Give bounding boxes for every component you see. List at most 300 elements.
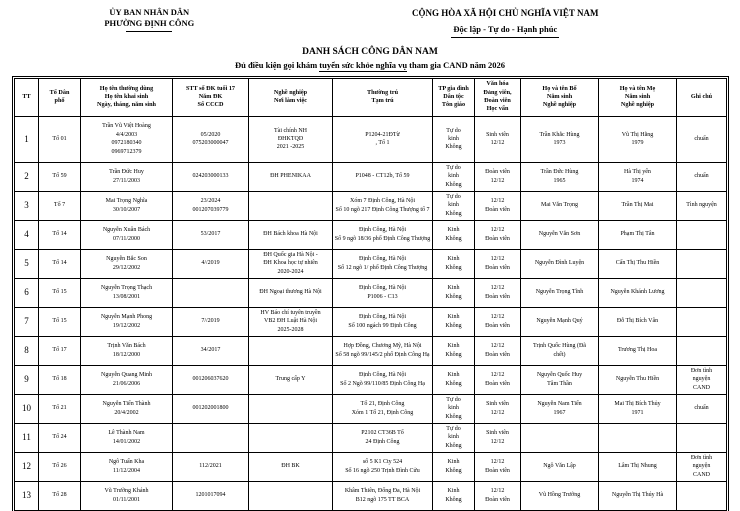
- cell-line: chết): [553, 351, 566, 358]
- cell-job: [249, 481, 333, 510]
- cell-line: 53/2017: [200, 231, 221, 238]
- cell-line: Không: [445, 496, 462, 503]
- cell-line: HV Báo chí tuyên truyền: [260, 310, 321, 317]
- cell-line: 112/2021: [199, 463, 222, 470]
- cell-line: 12/12: [490, 285, 505, 292]
- cell-addr: [333, 423, 433, 452]
- cell-tp: [433, 162, 475, 191]
- header-line: Nghề nghiệp: [620, 101, 655, 109]
- cell-vh: [475, 191, 521, 220]
- header-line: Năm sinh: [624, 92, 651, 100]
- cell-vh: [475, 307, 521, 336]
- cell-name: [81, 220, 173, 249]
- cell-line: Số 58 ngõ 99/145/2 phố Định Công Hạ: [335, 351, 430, 358]
- cell-line: Nguyễn Bắc Son: [106, 256, 147, 263]
- cell-line: 20/4/2002: [114, 409, 139, 416]
- cell-line: Tổ 15: [52, 289, 67, 296]
- header-line: TP gia đình: [438, 84, 469, 92]
- cell-line: Tổ 21, Định Công: [360, 401, 405, 408]
- header-line: Họ tên thường dùng: [99, 84, 154, 92]
- cell-stt: [173, 481, 249, 510]
- cell-tt: [15, 116, 39, 162]
- cell-line: Trần Đức Huy: [109, 169, 144, 176]
- citizen-list-table: [14, 78, 727, 511]
- cell-line: Đoàn viên: [485, 380, 510, 387]
- cell-line: Tổ 17: [52, 347, 67, 354]
- cell-stt: [173, 307, 249, 336]
- cell-me: [599, 278, 677, 307]
- cell-bo: [521, 481, 599, 510]
- cell-stt: [173, 423, 249, 452]
- cell-line: Định Công, Hà Nội: [359, 227, 406, 234]
- cell-to: [39, 191, 81, 220]
- cell-line: 1974: [631, 177, 644, 184]
- cell-line: Nguyễn Thị Thúy Hà: [611, 492, 664, 499]
- cell-line: chuẩn: [694, 135, 709, 142]
- cell-vh: [475, 336, 521, 365]
- cell-line: Nguyễn Nam Tiến: [537, 401, 582, 408]
- cell-line: CAND: [692, 471, 710, 478]
- cell-line: 10: [22, 403, 31, 414]
- cell-line: Nguyễn Thu Hiền: [615, 376, 660, 383]
- cell-note: [677, 162, 727, 191]
- header-line: Nghề nghiệp: [542, 101, 577, 109]
- cell-note: [677, 365, 727, 394]
- cell-vh: [475, 249, 521, 278]
- cell-line: Ngô Văn Lập: [543, 463, 576, 470]
- cell-stt: [173, 162, 249, 191]
- cell-me: [599, 116, 677, 162]
- header-line: phố: [54, 97, 65, 105]
- table-row: [15, 336, 727, 365]
- cell-name: [81, 162, 173, 191]
- table-row: [15, 394, 727, 423]
- cell-addr: [333, 336, 433, 365]
- cell-job: [249, 278, 333, 307]
- cell-line: Lâm Thị Nhung: [618, 463, 657, 470]
- column-header-tt: [15, 78, 39, 116]
- cell-line: Kinh: [447, 488, 460, 495]
- header-line: Tổ Dân: [49, 88, 70, 96]
- cell-tp: [433, 423, 475, 452]
- cell-tt: [15, 220, 39, 249]
- cell-line: Không: [445, 181, 462, 188]
- cell-addr: [333, 394, 433, 423]
- cell-line: Số 16 ngõ 250 Trịnh Đình Cửu: [345, 467, 420, 474]
- cell-line: 6: [24, 287, 29, 298]
- cell-line: 29/12/2002: [112, 264, 141, 271]
- cell-line: 5: [24, 258, 29, 269]
- cell-line: 12/12: [490, 372, 505, 379]
- cell-tp: [433, 481, 475, 510]
- cell-line: Đoàn viên: [485, 496, 510, 503]
- cell-tp: [433, 220, 475, 249]
- table-row: [15, 162, 727, 191]
- cell-line: 14/01/2002: [112, 438, 141, 445]
- cell-line: 0972180340: [111, 140, 142, 147]
- cell-line: P1204-21ĐTừ: [365, 131, 400, 138]
- cell-stt: [173, 191, 249, 220]
- cell-line: Nguyễn Mạnh Phong: [100, 314, 153, 321]
- table-row: [15, 307, 727, 336]
- cell-line: P1048 - CT12b, Tổ 59: [355, 173, 410, 180]
- cell-to: [39, 394, 81, 423]
- cell-tt: [15, 394, 39, 423]
- cell-line: P2102 CT36B Tổ: [361, 430, 404, 437]
- cell-line: P1006 - C13: [367, 293, 398, 300]
- cell-line: Tổ 21: [52, 405, 67, 412]
- cell-line: VB2 ĐH Luật Hà Nội: [264, 318, 317, 325]
- cell-line: Khâm Thiên, Đống Đa, Hà Nội: [344, 488, 421, 495]
- cell-tp: [433, 249, 475, 278]
- cell-line: 05/2020: [200, 131, 221, 138]
- cell-line: 1965: [553, 177, 566, 184]
- cell-me: [599, 162, 677, 191]
- cell-note: [677, 249, 727, 278]
- cell-line: Tổ 18: [52, 376, 67, 383]
- cell-line: Kinh: [447, 459, 460, 466]
- cell-line: Tâm Thần: [547, 380, 572, 387]
- cell-job: [249, 394, 333, 423]
- cell-to: [39, 481, 81, 510]
- cell-line: 3: [24, 200, 29, 211]
- national-motto-block: [285, 7, 726, 38]
- cell-line: Đoàn viên: [485, 206, 510, 213]
- cell-line: Không: [445, 322, 462, 329]
- cell-vh: [475, 116, 521, 162]
- cell-bo: [521, 220, 599, 249]
- cell-line: Nguyễn Quang Minh: [101, 372, 152, 379]
- cell-line: Đoàn viên: [485, 264, 510, 271]
- table-row: [15, 365, 727, 394]
- cell-line: 12/12: [490, 140, 505, 147]
- cell-line: 18/12/2000: [112, 351, 141, 358]
- cell-tt: [15, 278, 39, 307]
- table-row: [15, 278, 727, 307]
- header-line: Họ và tên Bố: [542, 84, 577, 92]
- cell-line: Nguyễn Trọng Thạch: [100, 285, 153, 292]
- cell-tt: [15, 423, 39, 452]
- cell-line: 2021 -2025: [276, 144, 305, 151]
- cell-line: Trần Thị Mai: [621, 202, 654, 209]
- cell-stt: [173, 116, 249, 162]
- cell-line: Đoàn viên: [485, 322, 510, 329]
- cell-tp: [433, 336, 475, 365]
- cell-line: , Tổ 1: [375, 140, 390, 147]
- cell-note: [677, 116, 727, 162]
- column-header-to: [39, 78, 81, 116]
- cell-line: chuẩn: [694, 405, 709, 412]
- cell-line: Tổ 14: [52, 260, 67, 267]
- cell-line: Không: [445, 144, 462, 151]
- cell-addr: [333, 220, 433, 249]
- cell-note: [677, 452, 727, 481]
- cell-bo: [521, 278, 599, 307]
- cell-line: 001207039779: [192, 206, 229, 213]
- cell-line: Định Công, Hà Nội: [359, 285, 406, 292]
- cell-job: [249, 307, 333, 336]
- cell-vh: [475, 394, 521, 423]
- national-title: CỘNG HÒA XÃ HỘI CHỦ NGHĨA VIỆT NAM: [412, 8, 599, 18]
- cell-bo: [521, 452, 599, 481]
- cell-line: Tình nguyện: [686, 202, 717, 209]
- cell-job: [249, 336, 333, 365]
- cell-note: [677, 220, 727, 249]
- cell-job: [249, 191, 333, 220]
- cell-job: [249, 249, 333, 278]
- cell-line: Mai Thị Bích Thủy: [614, 401, 661, 408]
- cell-line: 12/12: [490, 177, 505, 184]
- cell-tp: [433, 452, 475, 481]
- cell-line: 34/2017: [200, 347, 221, 354]
- cell-line: Đoàn viên: [485, 169, 510, 176]
- cell-line: 4: [24, 229, 29, 240]
- cell-tt: [15, 336, 39, 365]
- cell-line: 2025-2028: [277, 326, 304, 333]
- cell-job: [249, 365, 333, 394]
- table-row: [15, 423, 727, 452]
- column-header-addr: [333, 78, 433, 116]
- cell-line: Hợp Đồng, Chương Mỹ, Hà Nội: [343, 343, 422, 350]
- cell-line: Nguyễn Xuân Bách: [102, 227, 151, 234]
- cell-me: [599, 191, 677, 220]
- cell-line: 12/12: [490, 343, 505, 350]
- cell-line: 13/08/2001: [112, 293, 141, 300]
- cell-line: 12/12: [490, 488, 505, 495]
- cell-to: [39, 278, 81, 307]
- cell-line: Tự do: [446, 397, 461, 404]
- cell-line: kinh: [448, 202, 459, 209]
- cell-note: [677, 191, 727, 220]
- cell-line: 1: [24, 133, 29, 144]
- cell-line: Số 100 ngách 99 Định Công: [348, 322, 417, 329]
- cell-line: 8: [24, 345, 29, 356]
- cell-me: [599, 452, 677, 481]
- cell-line: 0969712379: [111, 148, 142, 155]
- cell-tp: [433, 365, 475, 394]
- cell-tt: [15, 481, 39, 510]
- header-line: Tạm trú: [371, 97, 394, 105]
- cell-name: [81, 191, 173, 220]
- cell-line: Tự do: [446, 127, 461, 134]
- header-line: Ghi chú: [690, 92, 713, 100]
- cell-line: Đơn tình: [690, 455, 713, 462]
- cell-line: Cấn Thị Thu Hiền: [615, 260, 660, 267]
- cell-line: Tổ 01: [52, 135, 67, 142]
- header-line: Nghề nghiệp: [273, 88, 308, 96]
- cell-addr: [333, 191, 433, 220]
- cell-tt: [15, 365, 39, 394]
- cell-note: [677, 423, 727, 452]
- cell-line: Đoàn viên: [485, 235, 510, 242]
- cell-bo: [521, 336, 599, 365]
- cell-line: Xóm 1 Tổ 21, Định Công: [351, 409, 414, 416]
- cell-tp: [433, 191, 475, 220]
- cell-vh: [475, 365, 521, 394]
- cell-job: [249, 452, 333, 481]
- cell-line: 1971: [631, 409, 644, 416]
- header-line: Dân tộc: [443, 92, 464, 100]
- cell-note: [677, 336, 727, 365]
- column-header-job: [249, 78, 333, 116]
- national-motto: Độc lập - Tự do - Hạnh phúc: [451, 24, 559, 37]
- cell-line: Xóm 7 Định Công, Hà Nội: [350, 198, 415, 205]
- cell-line: Không: [445, 235, 462, 242]
- cell-tt: [15, 162, 39, 191]
- cell-line: 1979: [631, 140, 644, 147]
- cell-line: 024203000133: [192, 173, 229, 180]
- cell-note: [677, 394, 727, 423]
- cell-name: [81, 278, 173, 307]
- header-line: Đảng viên,: [483, 88, 512, 96]
- cell-line: Tổ 26: [52, 463, 67, 470]
- issuing-org-block: [14, 7, 285, 38]
- cell-me: [599, 481, 677, 510]
- cell-bo: [521, 307, 599, 336]
- cell-to: [39, 162, 81, 191]
- cell-line: kinh: [448, 135, 459, 142]
- cell-line: Tự do: [446, 165, 461, 172]
- cell-line: Mai Trọng Nghĩa: [105, 198, 148, 205]
- cell-line: Kinh: [447, 256, 460, 263]
- cell-vh: [475, 423, 521, 452]
- cell-line: Lê Thành Nam: [108, 430, 145, 437]
- cell-line: ĐH Bách khoa Hà Nội: [263, 231, 318, 238]
- cell-line: Sinh viên: [486, 401, 509, 408]
- header-line: Đoàn viên: [484, 97, 511, 105]
- cell-line: Ngô Tuấn Kha: [108, 459, 145, 466]
- table-row: [15, 481, 727, 510]
- cell-name: [81, 394, 173, 423]
- cell-bo: [521, 423, 599, 452]
- cell-line: Kinh: [447, 343, 460, 350]
- cell-bo: [521, 394, 599, 423]
- cell-line: Tài chính NH: [274, 127, 307, 134]
- cell-line: Định Công, Hà Nội: [359, 256, 406, 263]
- cell-addr: [333, 162, 433, 191]
- cell-to: [39, 307, 81, 336]
- cell-name: [81, 452, 173, 481]
- cell-bo: [521, 116, 599, 162]
- cell-line: số 5 K1 Cty 524: [362, 459, 403, 466]
- cell-to: [39, 249, 81, 278]
- cell-line: Không: [445, 413, 462, 420]
- cell-to: [39, 452, 81, 481]
- cell-addr: [333, 116, 433, 162]
- cell-line: Kinh: [447, 285, 460, 292]
- cell-vh: [475, 481, 521, 510]
- cell-line: 19/12/2002: [112, 322, 141, 329]
- cell-line: chuẩn: [694, 173, 709, 180]
- cell-line: 24 Định Công: [365, 438, 400, 445]
- cell-line: Nguyễn Trọng Tĩnh: [535, 289, 584, 296]
- cell-stt: [173, 452, 249, 481]
- cell-line: Trương Thị Hoa: [617, 347, 658, 354]
- cell-addr: [333, 365, 433, 394]
- cell-line: Đơn tình: [690, 368, 713, 375]
- cell-line: 07/11/2000: [112, 235, 141, 242]
- cell-line: Không: [445, 293, 462, 300]
- cell-name: [81, 481, 173, 510]
- cell-line: Nguyễn Đình Luyện: [534, 260, 585, 267]
- cell-line: Tự do: [446, 194, 461, 201]
- cell-line: nguyện: [692, 376, 711, 383]
- cell-line: 21/06/2006: [112, 380, 141, 387]
- cell-name: [81, 249, 173, 278]
- cell-line: kinh: [448, 405, 459, 412]
- cell-line: Không: [445, 210, 462, 217]
- cell-addr: [333, 452, 433, 481]
- cell-line: Sinh viên: [486, 430, 509, 437]
- cell-line: Tổ 15: [52, 318, 67, 325]
- cell-line: Nguyễn Khánh Lương: [610, 289, 665, 296]
- cell-line: Trần Khắc Hùng: [539, 131, 580, 138]
- cell-line: Trịnh Văn Bách: [107, 343, 146, 350]
- cell-line: 9: [24, 374, 29, 385]
- table-row: [15, 249, 727, 278]
- cell-line: Số 9 ngõ 18/36 phố Định Công Thượng: [334, 235, 431, 242]
- cell-line: 075203000047: [192, 140, 229, 147]
- subtitle-underlined: tuyển sức khỏe nghĩa vụ: [319, 59, 408, 70]
- cell-line: 27/11/2003: [112, 177, 141, 184]
- cell-tt: [15, 249, 39, 278]
- cell-tp: [433, 307, 475, 336]
- cell-line: Nguyễn Văn Sơn: [538, 231, 581, 238]
- cell-tp: [433, 394, 475, 423]
- header-line: Năm sinh: [546, 92, 573, 100]
- cell-line: Đỗ Thị Bích Vân: [616, 318, 659, 325]
- cell-line: Trần Vũ Việt Hoàng: [102, 123, 151, 130]
- cell-me: [599, 394, 677, 423]
- column-header-me: [599, 78, 677, 116]
- cell-line: 7: [24, 316, 29, 327]
- cell-line: 4//2019: [201, 260, 220, 267]
- cell-line: Trần Đức Hùng: [540, 169, 579, 176]
- cell-line: Không: [445, 264, 462, 271]
- cell-line: B12 ngõ 175 TT BCA: [355, 496, 410, 503]
- cell-line: Mai Văn Trọng: [541, 202, 578, 209]
- cell-note: [677, 278, 727, 307]
- cell-line: Đoàn viên: [485, 467, 510, 474]
- cell-line: Tổ 28: [52, 492, 67, 499]
- cell-line: Không: [445, 351, 462, 358]
- column-header-bo: [521, 78, 599, 116]
- header-line: Số CCCD: [197, 101, 224, 109]
- header-line: Học vấn: [486, 105, 509, 113]
- cell-bo: [521, 249, 599, 278]
- cell-line: Kinh: [447, 227, 460, 234]
- cell-stt: [173, 336, 249, 365]
- cell-me: [599, 220, 677, 249]
- org-name-line1: ỦY BAN NHÂN DÂN: [109, 7, 190, 17]
- cell-tp: [433, 116, 475, 162]
- cell-addr: [333, 249, 433, 278]
- cell-line: Đoàn viên: [485, 351, 510, 358]
- cell-line: 12/12: [490, 459, 505, 466]
- header-line: Họ và tên Mẹ: [619, 84, 656, 92]
- header-line: TT: [22, 92, 31, 100]
- cell-line: Kinh: [447, 314, 460, 321]
- header-line: Tôn giáo: [441, 101, 466, 109]
- cell-line: 12/12: [490, 438, 505, 445]
- cell-stt: [173, 249, 249, 278]
- cell-line: 001202001800: [192, 405, 229, 412]
- cell-to: [39, 116, 81, 162]
- table-row: [15, 191, 727, 220]
- cell-line: Hà Thị yến: [624, 169, 651, 176]
- cell-me: [599, 249, 677, 278]
- cell-addr: [333, 481, 433, 510]
